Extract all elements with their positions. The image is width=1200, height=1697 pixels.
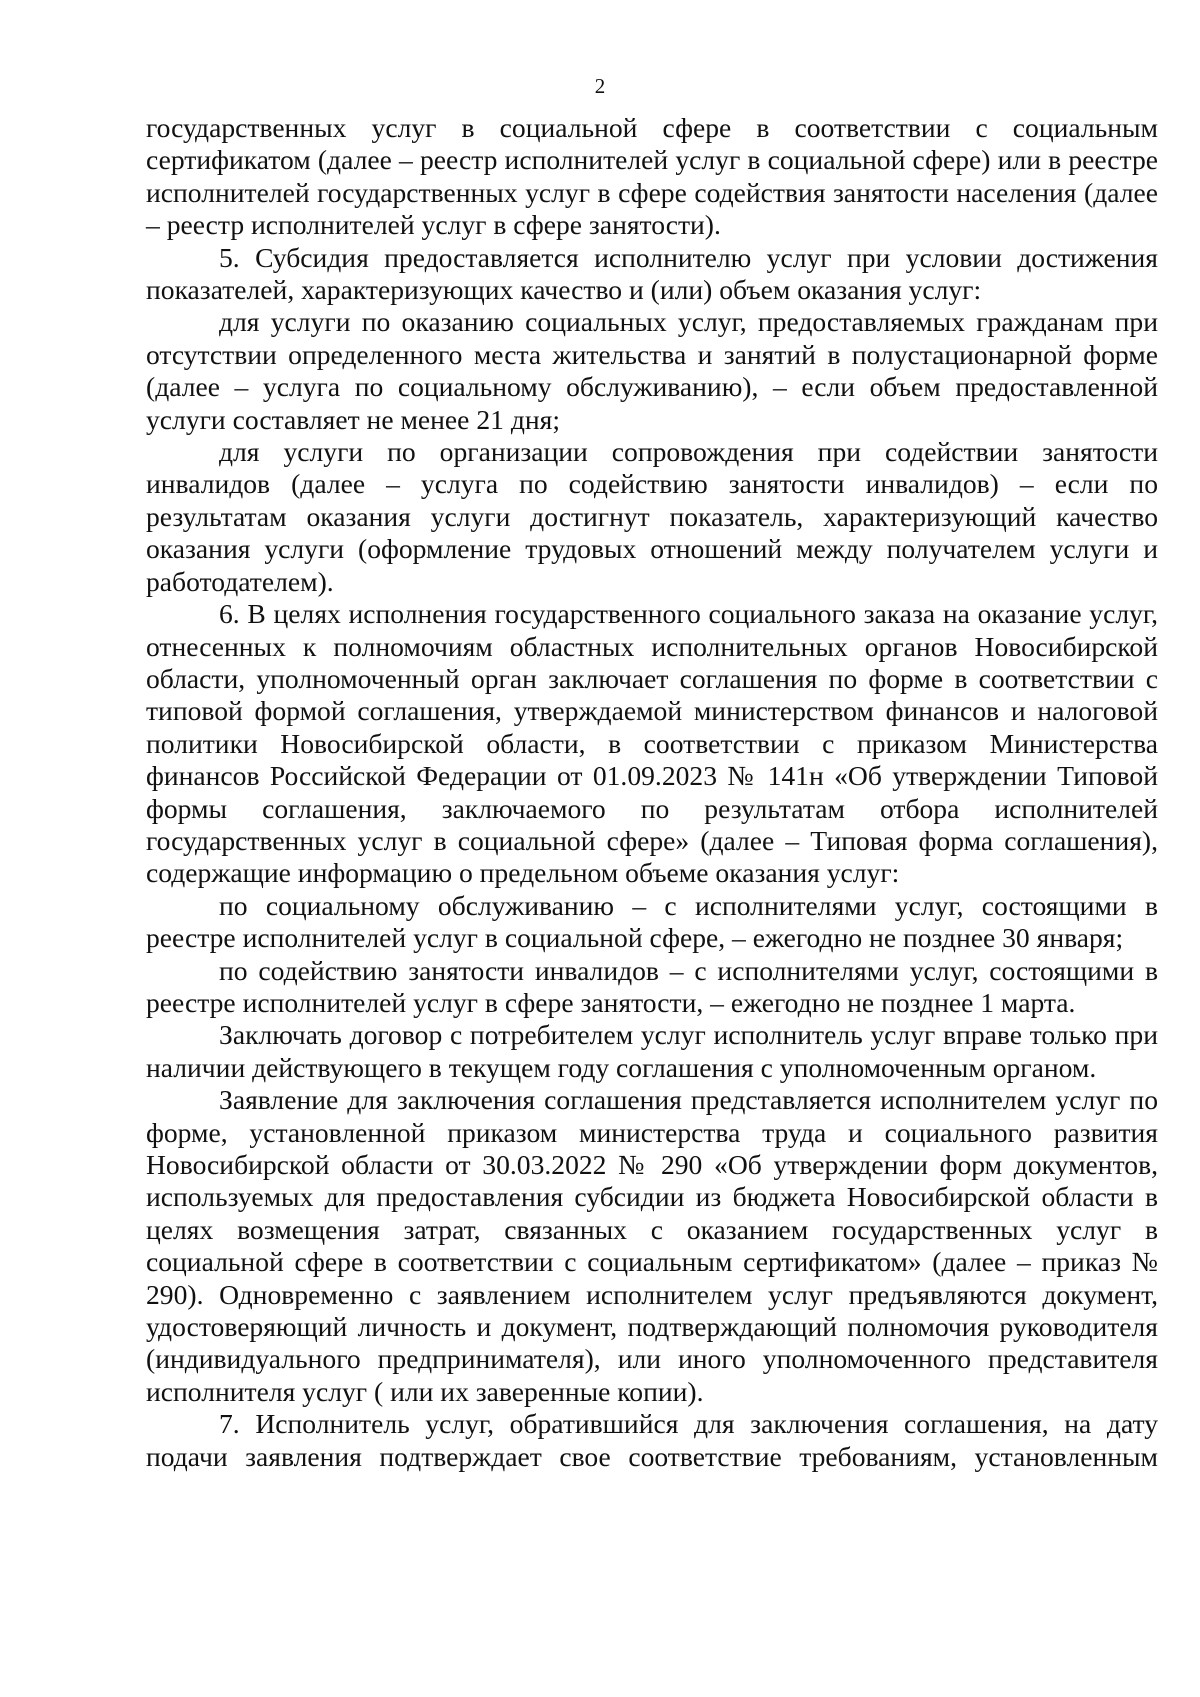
paragraph-application: Заявление для заключения соглашения представляется исполнителем услуг по форме, установленной приказом министерства труда и социального развития Новосибирской области от 30.03.2022 № 290 «Об утверждении форм документов, используемых для предоставления субсидии из бюджета Новосибирской области в целях возмещения затрат, связанных с оказанием государственных услуг в социальной сфере в соответствии с социальным сертификатом» (далее – приказ № 290). Одновременно с заявлением исполнителем услуг предъявляются документ, удостоверяющий личность и документ, подтверждающий полномочия руководителя (индивидуального предпринимателя), или иного уполномоченного представителя исполнителя услуг ( или их заверенные копии). bbox=[146, 1084, 1158, 1407]
paragraph-employment-deadline: по содействию занятости инвалидов – с исполнителями услуг, состоящими в реестре исполнителей услуг в сфере занятости, – ежегодно не позднее 1 марта. bbox=[146, 954, 1158, 1018]
paragraph-employment-condition: для услуги по организации сопровождения при содействии занятости инвалидов (далее – услуга по содействию занятости инвалидов) – если по результатам оказания услуги достигнут показатель, характеризующий качество оказания услуги (оформление трудовых отношений между получателем услуги и работодателем). bbox=[146, 436, 1158, 597]
page-number: 2 bbox=[594, 74, 606, 98]
paragraph-item-7: 7. Исполнитель услуг, обратившийся для заключения соглашения, на дату подачи заявления подтверждает свое соответствие требованиям, установленным bbox=[146, 1408, 1158, 1472]
paragraph-contract-condition: Заключать договор с потребителем услуг исполнитель услуг вправе только при наличии действующего в текущем году соглашения с уполномоченным органом. bbox=[146, 1019, 1158, 1083]
paragraph-item-6: 6. В целях исполнения государственного социального заказа на оказание услуг, отнесенных к полномочиям областных исполнительных органов Новосибирской области, уполномоченный орган заключает соглашения по форме в соответствии с типовой формой соглашения, утверждаемой министерством финансов и налоговой политики Новосибирской области, в соответствии с приказом Министерства финансов Российской Федерации от 01.09.2023 № 141н «Об утверждении Типовой формы соглашения, заключаемого по результатам отбора исполнителей государственных услуг в социальной сфере» (далее – Типовая форма соглашения), содержащие информацию о предельном объеме оказания услуг: bbox=[146, 598, 1158, 889]
paragraph-item-5: 5. Субсидия предоставляется исполнителю услуг при условии достижения показателей, характеризующих качество и (или) объем оказания услуг: bbox=[146, 241, 1158, 306]
paragraph-social-service-deadline: по социальному обслуживанию – с исполнителями услуг, состоящими в реестре исполнителей услуг в социальной сфере, – ежегодно не позднее 30 января; bbox=[146, 889, 1158, 954]
paragraph-continuation: государственных услуг в социальной сфере в соответствии с социальным сертификатом (далее – реестр исполнителей услуг в социальной сфере) или в реестре исполнителей государственных услуг в сфере содействия занятости населения (далее – реестр исполнителей услуг в сфере занятости). bbox=[146, 112, 1158, 241]
document-body bbox=[146, 112, 1158, 1473]
paragraph-social-service-condition: для услуги по оказанию социальных услуг, предоставляемых гражданам при отсутствии определенного места жительства и занятий в полустационарной форме (далее – услуга по социальному обслуживанию), – если объем предоставленной услуги составляет не менее 21 дня; bbox=[146, 306, 1158, 435]
